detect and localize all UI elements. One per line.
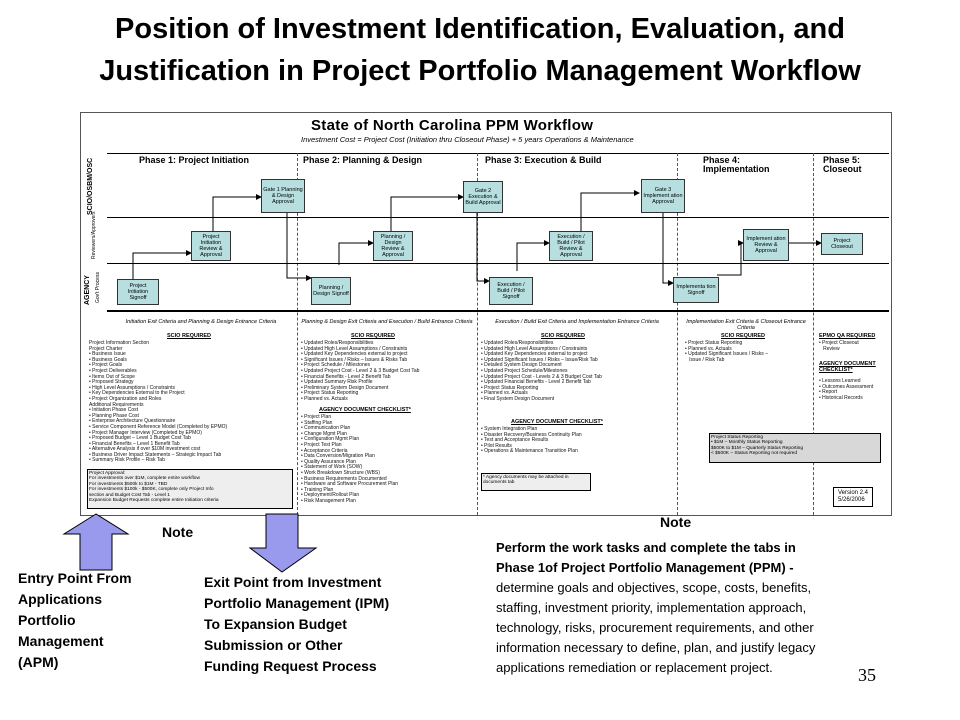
exit-line: Submission or Other — [204, 637, 343, 653]
execution-signoff-box: Execution / Build / Pilot Signoff — [489, 277, 533, 305]
note-left-heading: Note — [162, 524, 194, 540]
perform-line: technology, risks, procurement requirements, and other — [496, 620, 814, 635]
lane-label-scio: SCIO/OSBM/OSC — [87, 157, 94, 215]
project-closeout-box: Project Closeout — [821, 233, 863, 255]
exit-arrow-down — [248, 512, 328, 574]
entry-line: Portfolio — [18, 612, 76, 628]
section5-agency-checklist: AGENCY DOCUMENT CHECKLIST* — [819, 361, 876, 373]
section3-agency-checklist: AGENCY DOCUMENT CHECKLIST* — [511, 419, 603, 425]
section5-list: • Project Closeout Review — [819, 340, 859, 352]
agency-docs-note-box: * Agency documents may be attached in documents tab — [481, 473, 591, 491]
implementation-review-box: Implement ation Review & Approval — [743, 229, 789, 261]
entry-line: Management — [18, 633, 104, 649]
planning-signoff-box: Planning / Design Signoff — [311, 277, 351, 305]
page-number: 35 — [858, 665, 876, 685]
section2-list2: • Project Plan • Staffing Plan • Communication Plan • Change Mgmt Plan • Configuration Mgmt Plan • Project Test Plan • Acceptance Criteria • Data Conversion/Migration Plan • Quality Assurance Plan • Statement of Work (SOW) • Work Breakdown Structure (WBS) • Business Requirements Documented • Hardware and Software Procurement Plan • Training Plan • Deployment/Rollout Plan • Risk Management Plan — [301, 414, 399, 504]
section5-list2: • Lessons Learned • Outcomes Assessment • Report • Historical Records — [819, 378, 874, 401]
section1-heading: Initiation Exit Criteria and Planning & Design Entrance Criteria — [125, 319, 277, 325]
initiation-signoff-box: Project Initiation Signoff — [117, 279, 159, 305]
gate2-box: Gate 2 Execution & Build Approval — [463, 181, 503, 213]
slide-title — [0, 8, 960, 92]
perform-bold-line: Perform the work tasks and complete the tabs in — [496, 540, 796, 555]
section4-scio: SCIO REQUIRED — [721, 333, 766, 339]
project-approval-box: Project Approval: For investments over $1M, complete entire workflow For investments $500k to $1M - TBD For investments $100k - $500K, complete only Project Info section and Budget Cost Tab - Level 1 Expansion Budget Requests complete entire Initiation criteria — [87, 469, 293, 509]
section3-heading: Execution / Build Exit Criteria and Implementation Entrance Criteria — [495, 319, 659, 325]
entry-line: (APM) — [18, 654, 59, 670]
workflow-connectors — [81, 113, 891, 313]
phase-5-label: Phase 5: Closeout — [823, 155, 862, 174]
entry-line: Applications — [18, 591, 103, 607]
section3-scio: SCIO REQUIRED — [541, 333, 586, 339]
planning-review-box: Planning / Design Review & Approval — [373, 231, 413, 261]
exit-line: Portfolio Management (IPM) — [204, 595, 390, 611]
workflow-title: State of North Carolina PPM Workflow — [311, 117, 594, 134]
gate1-box: Gate 1 Planning & Design Approval — [261, 179, 305, 213]
workflow-subtitle: Investment Cost = Project Cost (Initiation thru Closeout Phase) + 5 years Operations & Maintenance — [301, 135, 634, 144]
section1-list: Project Information Section Project Charter • Business Issue • Business Goals • Project Goals • Project Deliverables • Items Out of Scope • Proposed Strategy • High Level Assumptions / Constraints • Key Dependencies External to the Project • Project Organization and Roles Additional Requirements • Initiation Phase Cost • Planning Phase Cost • Enterprise Architecture Questionnaire • Service Component Reference Model (Completed by EPMO) • Project Manager Interview (Completed by EPMO) • Proposed Budget – Level 1 Budget Cost Tab • Financial Benefits – Level 1 Benefit Tab • Alternative Analysis if over $10M investment cost • Business Driver Impact Statements – Strategic Impact Tab • Summary Risk Profile – Risk Tab — [89, 340, 228, 464]
perform-line: determine goals and objectives, scope, costs, benefits, — [496, 580, 812, 595]
slide-title-line1: Position of Investment Identification, Evaluation, and — [115, 13, 845, 45]
workflow-diagram — [80, 112, 892, 516]
lane-label-agency: AGENCY — [84, 275, 91, 305]
perform-line: information necessary to define, plan, and justify legacy — [496, 640, 816, 655]
entry-point-text — [18, 568, 132, 673]
perform-line: applications remediation or replacement project. — [496, 660, 773, 675]
lane-label-govt: Gov't Process — [95, 272, 101, 303]
section3-list: • Updated Roles/Responsibilities • Updated High Level Assumptions / Constraints • Updated Key Dependencies external to project • Updated Significant Issues / Risks – Issue/Risk Tab • Detailed System Design Document • Updated Project Schedule/Milestones • Updated Project Cost - Levels 2 & 3 Budget Cost Tab • Updated Financial Benefits - Level 2 Benefit Tab • Project Status Reporting • Planned vs. Actuals • Final System Design Document — [481, 340, 602, 402]
exit-line: To Expansion Budget — [204, 616, 347, 632]
perform-bold-line: Phase 1of Project Portfolio Management (PPM) - — [496, 560, 794, 575]
perform-line: staffing, investment priority, implementation approach, — [496, 600, 807, 615]
section2-list: • Updated Roles/Responsibilities • Updated High Level Assumptions / Constraints • Updated Key Dependencies external to project • Significant Issues / Risks – Issues & Risks Tab • Project Schedule / Milestones • Updated Project Cost - Level 2 & 3 Budget Cost Tab • Financial Benefits - Level 2 Benefit Tab • Updated Summary Risk Profile • Preliminary System Design Document • Project Status Reporting • Planned vs. Actuals — [301, 340, 420, 402]
version-box: Version 2.4 5/26/2006 — [833, 487, 873, 507]
phase-3-label: Phase 3: Execution & Build — [485, 155, 602, 165]
gate3-box: Gate 3 Implement ation Approval — [641, 179, 685, 213]
phase-4-label: Phase 4: Implementation — [703, 155, 770, 174]
exit-line: Exit Point from Investment — [204, 574, 382, 590]
slide-title-line2: Justification in Project Portfolio Management Workflow — [99, 55, 861, 87]
section1-scio: SCIO REQUIRED — [167, 333, 212, 339]
phase-1-label: Phase 1: Project Initiation — [139, 155, 250, 165]
section3-list2: • System Integration Plan • Disaster Recovery/Business Continuity Plan • Test and Acceptance Results • Pilot Results • Operations & Maintenance Transition Plan — [481, 426, 582, 455]
entry-line: Entry Point From — [18, 570, 132, 586]
status-reporting-box: Project Status Reporting • $1M – Monthly Status Reporting $500K to $1M – Quarterly Status Reporting < $500K – Status Reporting not required — [709, 433, 881, 463]
section4-list: • Project Status Reporting • Planned vs. Actuals • Updated Significant Issues / Risks – Issue / Risk Tab — [685, 340, 768, 363]
entry-arrow-up — [58, 512, 138, 572]
perform-note-text — [496, 538, 936, 678]
phase-2-label: Phase 2: Planning & Design — [303, 155, 423, 165]
project-initiation-review-box: Project Initiation Review & Approval — [191, 231, 231, 261]
section2-heading: Planning & Design Exit Criteria and Execution / Build Entrance Criteria — [301, 319, 473, 325]
section4-heading: Implementation Exit Criteria & Closeout Entrance Criteria — [686, 319, 806, 331]
exit-point-text — [204, 572, 389, 677]
section5-epmo: EPMO QA REQUIRED — [819, 333, 876, 339]
section2-scio: SCIO REQUIRED — [351, 333, 396, 339]
exit-line: Funding Request Process — [204, 658, 377, 674]
implementation-signoff-box: Implementa tion Signoff — [673, 277, 719, 303]
note-right-heading: Note — [660, 514, 692, 530]
section2-agency-checklist: AGENCY DOCUMENT CHECKLIST* — [319, 407, 411, 413]
execution-review-box: Execution / Build / Pilot Review & Approval — [549, 231, 593, 261]
lane-label-reviewers: Reviewers/Approvers — [91, 211, 97, 259]
